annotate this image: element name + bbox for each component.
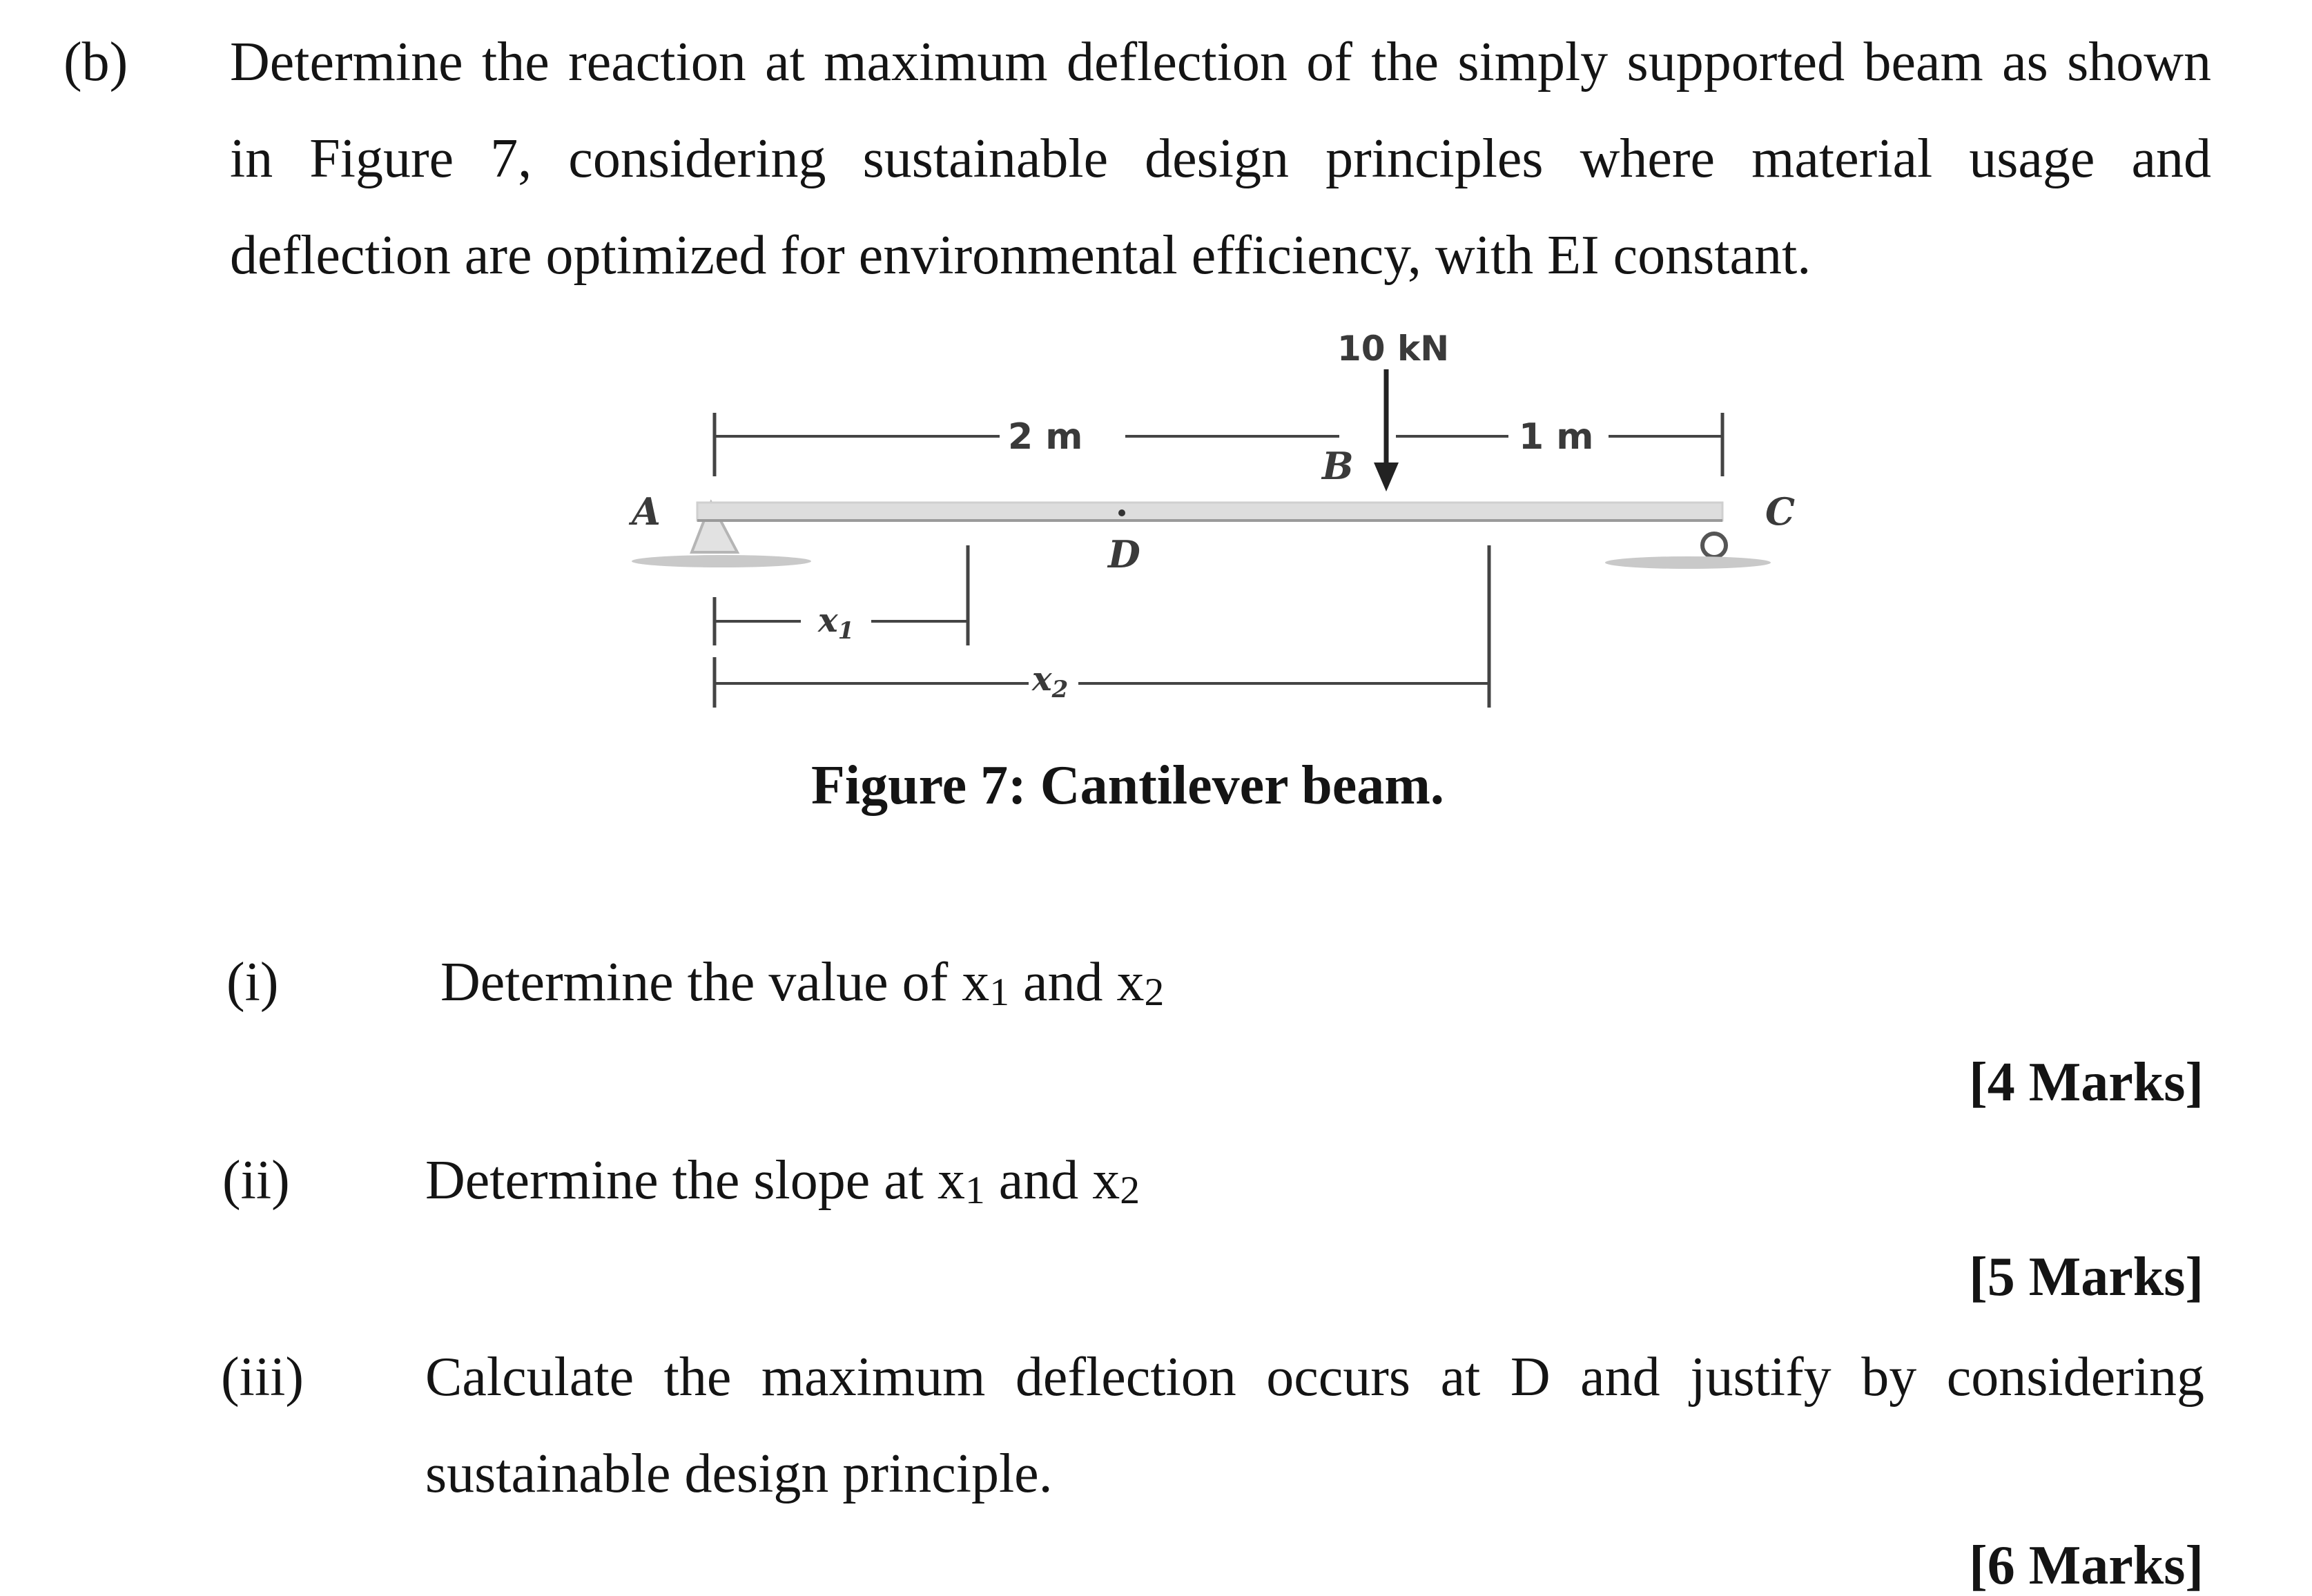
- span-bc-label: 1 m: [1519, 416, 1594, 458]
- point-d-marker: [1118, 509, 1125, 516]
- question-line-1: Determine the reaction at maximum deflection of the simply supported beam as shown: [230, 32, 2211, 93]
- roller-support-c: [1702, 534, 1726, 557]
- question-part-label: (b): [64, 32, 128, 93]
- part-ii-text: Determine the slope at x1 and x2: [425, 1150, 1140, 1212]
- part-ii-marks: [5 Marks]: [1969, 1247, 2204, 1307]
- part-iii-marks: [6 Marks]: [1969, 1535, 2204, 1596]
- x1-label: $x_1$: [818, 601, 855, 645]
- figure-caption: Figure 7: Cantilever beam.: [811, 755, 1444, 816]
- x2-label: $x_2$: [1032, 660, 1069, 703]
- part-i-marks: [4 Marks]: [1969, 1052, 2204, 1113]
- point-c-label: C: [1765, 489, 1795, 534]
- point-b-label: B: [1322, 444, 1354, 488]
- part-iii-line-1: Calculate the maximum deflection occurs at D and justify by considering: [425, 1347, 2204, 1408]
- beam: [697, 503, 1722, 520]
- part-ii-label: (ii): [222, 1150, 290, 1211]
- part-iii-label: (iii): [221, 1347, 304, 1408]
- load-arrow-head: [1374, 463, 1399, 492]
- point-d-label: D: [1108, 532, 1140, 576]
- support-ground-a: [632, 555, 811, 567]
- span-ab-label: 2 m: [1008, 416, 1083, 458]
- question-line-3: deflection are optimized for environmental efficiency, with EI constant.: [230, 225, 1811, 286]
- load-label: 10 kN: [1337, 329, 1450, 369]
- part-i-text: Determine the value of x1 and x2: [440, 952, 1165, 1014]
- part-i-label: (i): [226, 952, 279, 1013]
- question-line-2: in Figure 7, considering sustainable design principles where material usage and: [230, 128, 2211, 189]
- part-iii-line-2: sustainable design principle.: [425, 1443, 1053, 1504]
- support-ground-c: [1605, 556, 1771, 569]
- beam-figure: [0, 0, 2312, 746]
- point-a-label: A: [632, 489, 661, 534]
